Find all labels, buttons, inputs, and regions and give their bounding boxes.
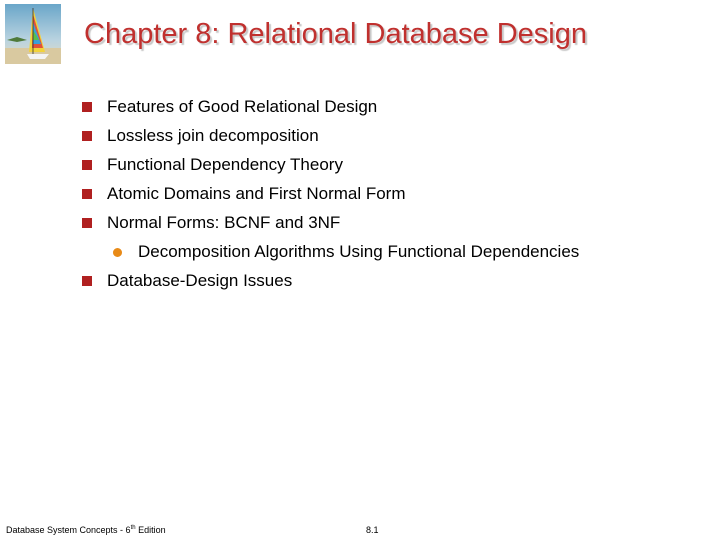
circle-bullet-icon <box>113 248 122 257</box>
bullet-text: Functional Dependency Theory <box>107 155 343 174</box>
slide-footer <box>0 522 720 540</box>
bullet-text: Lossless join decomposition <box>107 126 319 145</box>
bullet-text: Features of Good Relational Design <box>107 97 378 116</box>
slide-title: Chapter 8: Relational Database Design <box>84 18 587 50</box>
page-number: 8.1 <box>366 525 379 535</box>
square-bullet-icon <box>82 189 92 199</box>
edition-superscript: th <box>130 525 136 531</box>
square-bullet-icon <box>82 160 92 170</box>
bullet-text: Atomic Domains and First Normal Form <box>107 184 406 203</box>
bullet-text: Database-Design Issues <box>107 271 293 290</box>
bullet-item <box>82 152 702 181</box>
square-bullet-icon <box>82 218 92 228</box>
bullet-list <box>82 94 702 297</box>
bullet-item <box>82 268 702 297</box>
bullet-item <box>82 94 702 123</box>
bullet-item <box>82 210 702 239</box>
square-bullet-icon <box>82 276 92 286</box>
bullet-item <box>82 123 702 152</box>
square-bullet-icon <box>82 131 92 141</box>
bullet-text: Normal Forms: BCNF and 3NF <box>107 213 341 232</box>
sub-bullet-item <box>82 239 702 268</box>
sub-bullet-text: Decomposition Algorithms Using Functional Dependencies <box>138 242 580 261</box>
book-title-prefix: Database System Concepts - 6 <box>6 525 131 535</box>
square-bullet-icon <box>82 102 92 112</box>
book-title-suffix: Edition <box>135 525 166 535</box>
book-title <box>6 522 166 538</box>
bullet-item <box>82 181 702 210</box>
sailboat-icon <box>5 4 61 64</box>
